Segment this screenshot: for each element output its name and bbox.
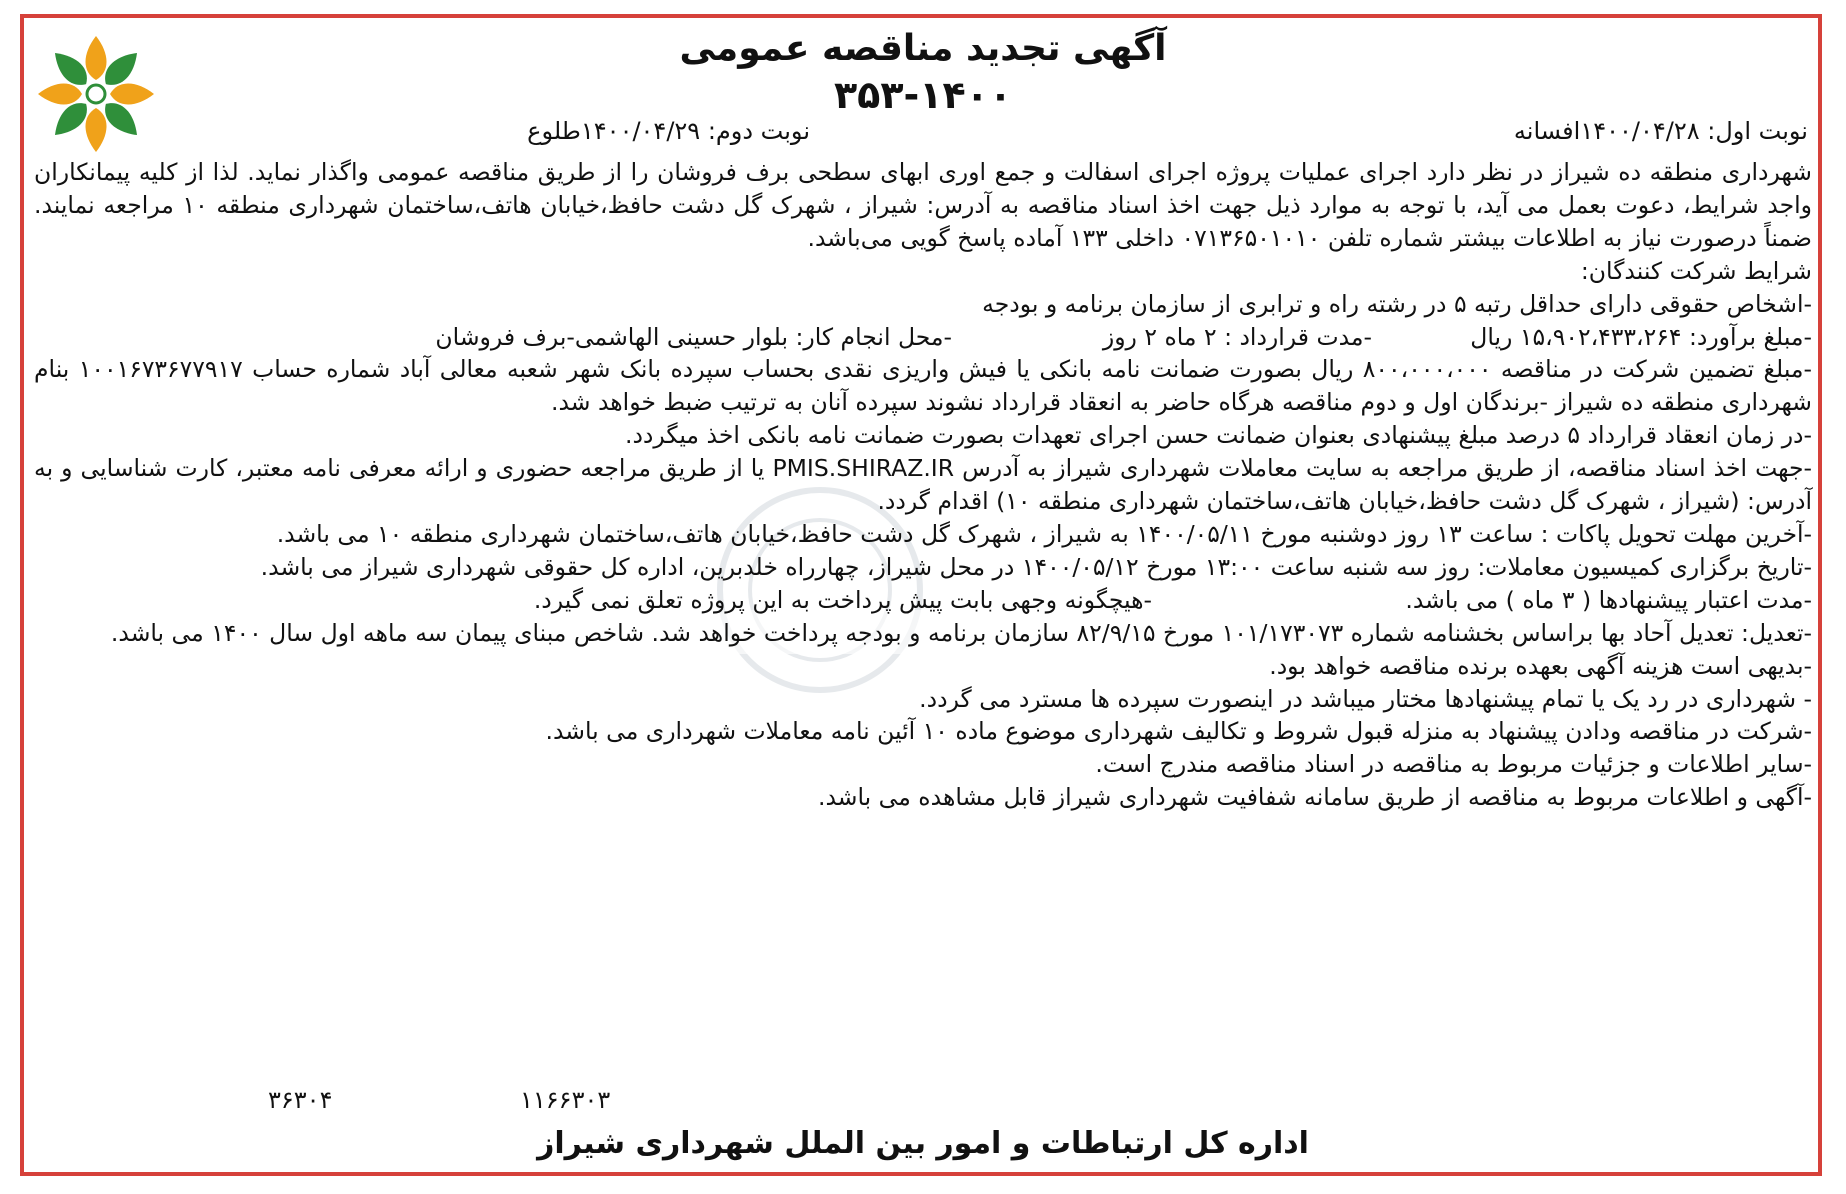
contract-guarantee: -در زمان انعقاد قرارداد ۵ درصد مبلغ پیشنهادی بعنوان ضمانت حسن اجرای تعهدات بصورت ضمانت نامه بانکی اخذ میگردد. <box>625 421 1812 450</box>
reference-code-1: ۱۱۶۶۳۰۳ <box>520 1086 611 1114</box>
intro-paragraph: شهرداری منطقه ده شیراز در نظر دارد اجرای عملیات پروژه اجرای اسفالت و جمع اوری ابهای سطحی برف فروشان را از طریق مناقصه عمومی واگذار نماید. لذا از کلیه پیمانکاران واجد شرایط، دعوت بعمل می آید، با توجه به موارد ذیل جهت اخذ اسناد مناقصه به آدرس: شیراز ، شهرک گل دشت حافظ،خیابان هاتف،ساختمان شهرداری منطقه ۱۰ مراجعه نمایند. ضمناً درصورت نیاز به اطلاعات بیشتر شماره تلفن ۰۷۱۳۶۵۰۱۰۱۰ داخلی ۱۳۳ آماده پاسخ گویی می‌باشد. <box>34 158 1812 252</box>
offer-validity: -مدت اعتبار پیشنهادها ( ۳ ماه ) می باشد. <box>1405 585 1812 614</box>
prepayment-note: -هیچگونه وجهی بابت پیش پرداخت به این پروژه تعلق نمی گیرد. <box>533 585 1152 614</box>
estimate-row <box>34 321 1812 354</box>
validity-row <box>34 584 1812 617</box>
first-publication: نوبت اول: ۱۴۰۰/۰۴/۲۸افسانه <box>1513 117 1808 145</box>
notice-title: آگهی تجدید مناقصه عمومی <box>679 28 1167 69</box>
notice-header <box>300 26 1546 118</box>
second-publication: نوبت دوم: ۱۴۰۰/۰۴/۲۹طلوع <box>527 117 810 145</box>
issuer-footer: اداره کل ارتباطات و امور بین الملل شهرداری شیراز <box>537 1126 1309 1161</box>
condition-grade: -اشخاص حقوقی دارای حداقل رتبه ۵ در رشته راه و ترابری از سازمان برنامه و بودجه <box>982 289 1812 318</box>
guarantee-paragraph: -مبلغ تضمین شرکت در مناقصه ۸۰۰،۰۰۰،۰۰۰ ریال بصورت ضمانت نامه بانکی یا فیش واریزی نقدی بحساب سپرده بانک شهر شعبه معالی آباد شماره حساب ۱۰۰۱۶۷۳۶۷۷۹۱۷ بنام شهرداری منطقه ده شیراز -برندگان اول و دوم مناقصه هرگاه حاضر به انعقاد قرارداد نشوند سپرده آنان به ترتیب ضبط خواهد شد. <box>34 355 1812 417</box>
municipality-logo <box>32 30 160 158</box>
work-location: -محل انجام کار: بلوار حسینی الهاشمی-برف فروشان <box>435 322 952 351</box>
participation-note: -شرکت در مناقصه ودادن پیشنهاد به منزله قبول شروط و تکالیف شهرداری موضوع ماده ۱۰ آئین نامه معاملات شهرداری می باشد. <box>545 717 1812 746</box>
rejection-note: - شهرداری در رد یک یا تمام پیشنهادها مختار میباشد در اینصورت سپرده ها مسترد می گردد. <box>919 684 1812 713</box>
transparency-note: -آگهی و اطلاعات مربوط به مناقصه از طریق سامانه شفافیت شهرداری شیراز قابل مشاهده می باشد. <box>818 783 1812 812</box>
submission-deadline: -آخرین مهلت تحویل پاکات : ساعت ۱۳ روز دوشنبه مورخ ۱۴۰۰/۰۵/۱۱ به شیراز ، شهرک گل دشت حافظ،خیابان هاتف،ساختمان شهرداری منطقه ۱۰ می باشد. <box>276 519 1812 548</box>
contract-duration: -مدت قرارداد : ۲ ماه ۲ روز <box>1102 322 1372 351</box>
commission-date: -تاریخ برگزاری کمیسیون معاملات: روز سه شنبه ساعت ۱۳:۰۰ مورخ ۱۴۰۰/۰۵/۱۲ در محل شیراز، چهارراه خلدبرین، اداره کل حقوقی شهرداری شیراز می باشد. <box>260 552 1812 581</box>
reference-code-2: ۳۶۳۰۴ <box>268 1086 333 1114</box>
tender-number: ۳۵۳-۱۴۰۰ <box>833 73 1013 117</box>
price-adjustment: -تعدیل: تعدیل آحاد بها براساس بخشنامه شماره ۱۰۱/۱۷۳۰۷۳ مورخ ۸۲/۹/۱۵ سازمان برنامه و بودجه پرداخت خواهد شد. شاخص مبنای پیمان سه ماهه اول سال ۱۴۰۰ می باشد. <box>110 618 1812 647</box>
conditions-title: شرایط شرکت کنندگان: <box>1580 256 1812 285</box>
other-info-note: -سایر اطلاعات و جزئیات مربوط به مناقصه در اسناد مناقصه مندرج است. <box>1095 750 1812 779</box>
documents-paragraph: -جهت اخذ اسناد مناقصه، از طریق مراجعه به سایت معاملات شهرداری شیراز به آدرس PMIS.SHIRAZ.IR یا از طریق مراجعه حضوری و ارائه معرفی نامه معتبر، کارت شناسایی و به آدرس: (شیراز ، شهرک گل دشت حافظ،خیابان هاتف،ساختمان شهرداری منطقه ۱۰) اقدام گردد. <box>34 454 1812 516</box>
estimate-amount: -مبلغ برآورد: ۱۵،۹۰۲،۴۳۳،۲۶۴ ریال <box>1470 322 1812 351</box>
notice-body <box>34 156 1812 814</box>
ad-cost-note: -بدیهی است هزینه آگهی بعهده برنده مناقصه خواهد بود. <box>1269 651 1812 680</box>
